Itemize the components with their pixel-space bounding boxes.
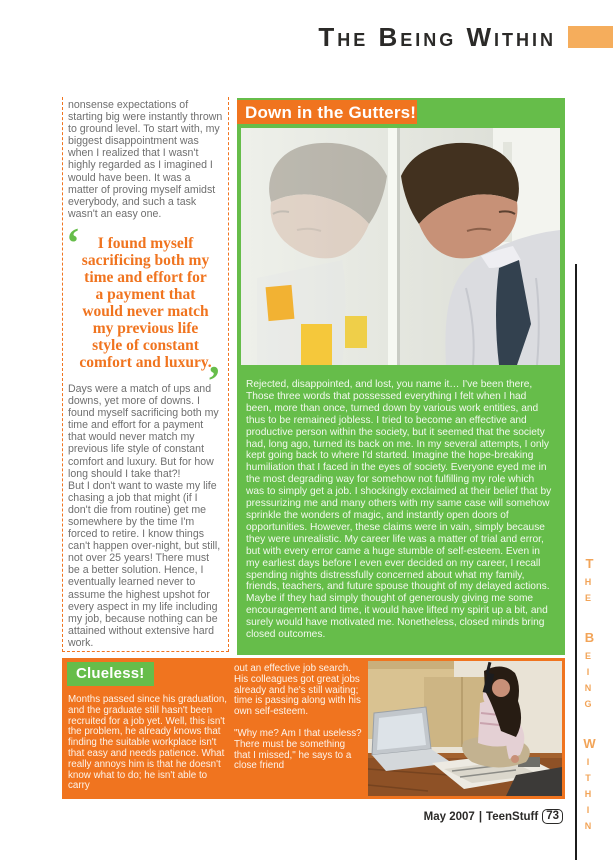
left-column-paragraph-3: But I don't want to waste my life chasing a job that might (if I don't die from routine) get me somewhere by the time I'm forced to retire. I know things can't happen over-night, but still, not over 25 years! There must be a better solution. Hence, I eventually learned never to assume the highest upshot for every aspect in my life including my job, because nothing can be attained without extensive hard work. xyxy=(68,479,221,649)
clueless-article xyxy=(62,658,565,799)
clueless-column-2 xyxy=(234,664,362,783)
pull-quote xyxy=(66,220,221,405)
page-title: The Being Within xyxy=(318,22,556,52)
footer-magazine: TeenStuff xyxy=(486,810,539,823)
gutters-article xyxy=(237,98,565,655)
clueless-column-2-paragraph-1: out an effective job search. His colleagues got great jobs already and he's still waiting; time is passing along with his own self-esteem. xyxy=(234,663,361,718)
left-column-paragraph-2: Days were a match of ups and downs, yet more of downs. I found myself sacrificing both my time and effort for a payment that would never match my previous life style of constant comfort and luxury. But for how long should I take that?! xyxy=(68,382,219,480)
footer-separator: | xyxy=(478,810,483,823)
left-column-paragraph-1: nonsense expectations of starting big were instantly thrown to ground level. To start with, my biggest disappointment was when I realized that I wasn't highly regarded as I imagined I would have been. It was a matter of proving myself amidst everybody, and such a task wasn't an easy one. xyxy=(68,99,223,220)
side-rail-vertical-title: The Being Within xyxy=(582,556,597,837)
page-footer xyxy=(424,809,563,824)
pull-quote-text: I found myself sacrificing both my time and effort for a payment that would never match my previous life style of constant comfort and luxury. xyxy=(79,234,212,371)
page-number-badge: 73 xyxy=(542,809,563,824)
gutters-title: Down in the Gutters! xyxy=(245,103,417,122)
job-searching-woman-photo xyxy=(368,661,562,796)
left-column xyxy=(62,97,229,652)
gutters-body-text: Rejected, disappointed, and lost, you name it… I've been there, Those three words that possessed everything I felt when I had been, more than once, turned down by various work entities, and thus to be remained jobless. I tried to become an effective and productive person within the society, but it seemed that the society had, long ago, turned its back on me. In my several attempts, I only kept going back to where I'd started. Imagine the hope-breaking humiliation that I faced in the eyes of society. Everyone eyed me in the most degrading way for somehow not fulfilling my role which was to simply get a job. I shockingly exclaimed at their belief that by pressurizing me and many others with my same case will somehow sprinkle the wonders of magic, and instantly open doors of opportunities. However, these claims were in vain, simply because they were unrealistic. My career life was a matter of trial and error, but with every error came a huge stumble of self-esteem. Even in my earliest days before I even ever decided on my career, I recall spending nights distressfully concerned about what my family, friends, teachers, and future spouse thought of my delayed actions. Maybe if they had simply thought of generously giving me some encouragement and time, it would have lifted my spirit up a bit, and surely would have motivated me. Nonetheless, closed minds bring closed outcomes. xyxy=(246,379,552,641)
side-rail-rule xyxy=(575,264,577,860)
clueless-title: Clueless! xyxy=(67,662,154,686)
dejected-man-photo xyxy=(241,128,560,365)
header-accent-block xyxy=(568,26,613,48)
close-quote-icon: ’ xyxy=(207,358,221,405)
clueless-column-2-paragraph-2: "Why me? Am I that useless? There must be something that I missed," he says to a close friend xyxy=(234,727,362,772)
clueless-column-1: Months passed since his graduation, and the graduate still hasn't been recruited for a job yet. Well, this isn't the problem, he already knows that finding the suitable workplace isn't that easy and needs patience. What really annoys him is that he doesn't know what to do; he isn't able to carry xyxy=(68,694,228,792)
footer-issue: May 2007 xyxy=(423,810,475,823)
gutters-title-bar xyxy=(237,100,417,124)
open-quote-icon: ‘ xyxy=(66,220,80,267)
